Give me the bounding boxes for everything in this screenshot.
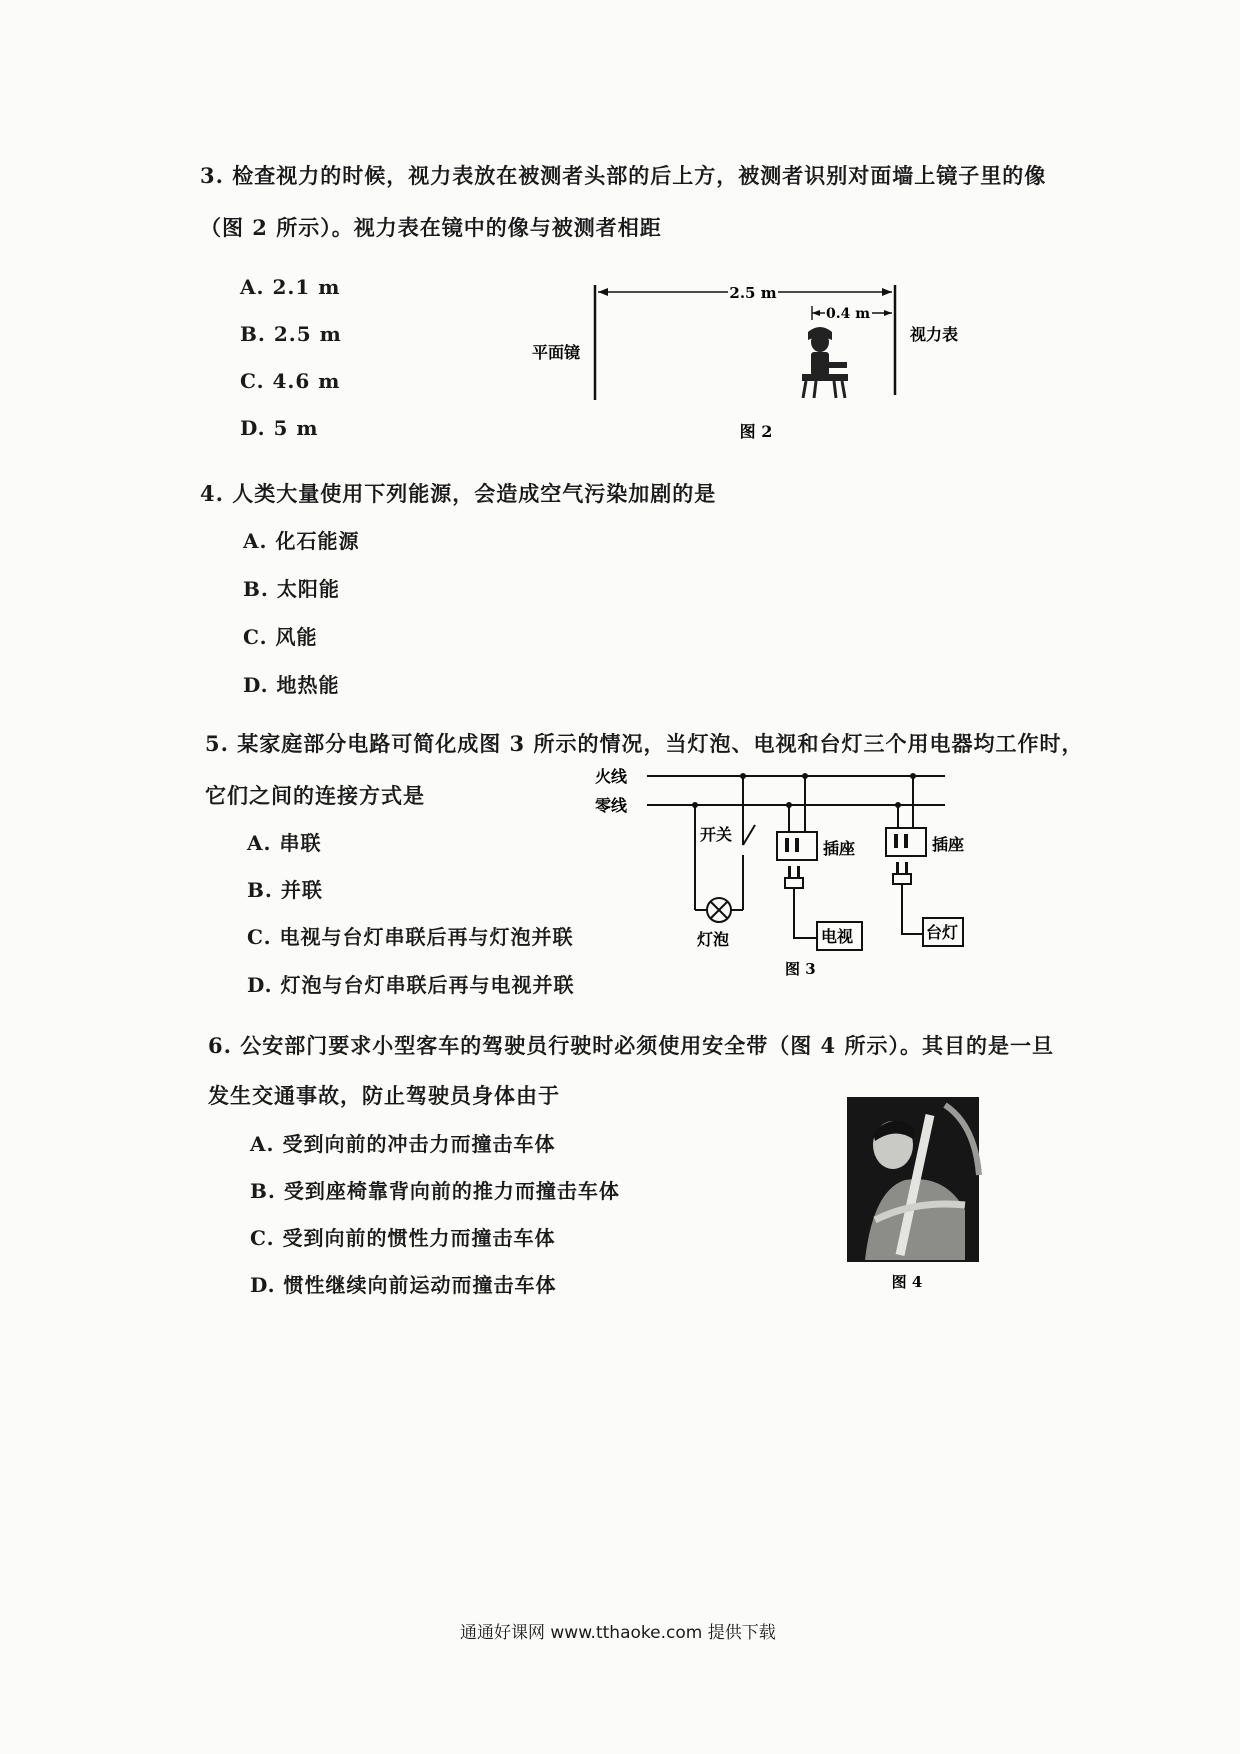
switch-blade xyxy=(743,825,755,845)
footer-text: 通通好课网 www.tthaoke.com 提供下载 xyxy=(460,1623,776,1643)
tv-label: 电视 xyxy=(821,927,854,946)
q3-stem-line1: 3. 检查视力的时候，视力表放在被测者头部的后上方，被测者识别对面墙上镜子里的像 xyxy=(200,163,1047,188)
live-wire-label: 火线 xyxy=(595,767,628,786)
q6-option-b: B. 受到座椅靠背向前的推力而撞击车体 xyxy=(250,1179,620,1203)
figure-2-caption: 图 2 xyxy=(739,422,773,441)
q5-stem-line2: 它们之间的连接方式是 xyxy=(205,783,425,808)
mirror-label: 平面镜 xyxy=(532,343,581,362)
q5-option-a: A. 串联 xyxy=(247,831,322,855)
dist-short-label: 0.4 m xyxy=(825,306,871,322)
socket2-label: 插座 xyxy=(932,835,965,854)
chart-label: 视力表 xyxy=(910,325,959,344)
seated-person-icon xyxy=(802,327,848,398)
q5-option-d: D. 灯泡与台灯串联后再与电视并联 xyxy=(247,973,575,997)
q5-option-c: C. 电视与台灯串联后再与灯泡并联 xyxy=(247,925,574,949)
q4-option-c: C. 风能 xyxy=(243,625,318,649)
figure-3-circuit-diagram xyxy=(595,760,965,980)
q3-option-c: C. 4.6 m xyxy=(240,369,341,393)
bulb-label: 灯泡 xyxy=(697,930,730,949)
figure-2-vision-test-diagram xyxy=(520,270,980,450)
neutral-wire-label: 零线 xyxy=(595,796,628,815)
q5-stem-line1: 5. 某家庭部分电路可简化成图 3 所示的情况，当灯泡、电视和台灯三个用电器均工作时， xyxy=(205,731,1084,756)
q3-option-a: A. 2.1 m xyxy=(240,275,341,299)
lamp-label: 台灯 xyxy=(926,923,959,942)
dist-total-label: 2.5 m xyxy=(729,284,777,302)
q3-option-d: D. 5 m xyxy=(240,416,319,440)
switch-label: 开关 xyxy=(700,825,733,844)
q4-option-d: D. 地热能 xyxy=(243,673,340,697)
q3-option-b: B. 2.5 m xyxy=(240,322,342,346)
q4-option-b: B. 太阳能 xyxy=(243,577,340,601)
q6-stem-line1: 6. 公安部门要求小型客车的驾驶员行驶时必须使用安全带（图 4 所示）。其目的是一旦 xyxy=(208,1033,1054,1058)
q3-stem-line2: （图 2 所示）。视力表在镜中的像与被测者相距 xyxy=(200,215,662,240)
socket1-label: 插座 xyxy=(823,839,856,858)
q6-stem-line2: 发生交通事故，防止驾驶员身体由于 xyxy=(208,1083,560,1108)
q4-option-a: A. 化石能源 xyxy=(243,529,360,553)
figure-4-caption: 图 4 xyxy=(891,1273,923,1291)
figure-4-seatbelt-photo xyxy=(845,1095,985,1295)
figure-3-caption: 图 3 xyxy=(785,960,816,978)
q5-option-b: B. 并联 xyxy=(247,878,323,902)
q6-option-d: D. 惯性继续向前运动而撞击车体 xyxy=(250,1273,557,1297)
q4-stem: 4. 人类大量使用下列能源，会造成空气污染加剧的是 xyxy=(200,481,717,506)
q6-option-c: C. 受到向前的惯性力而撞击车体 xyxy=(250,1226,556,1250)
q6-option-a: A. 受到向前的冲击力而撞击车体 xyxy=(250,1132,556,1156)
